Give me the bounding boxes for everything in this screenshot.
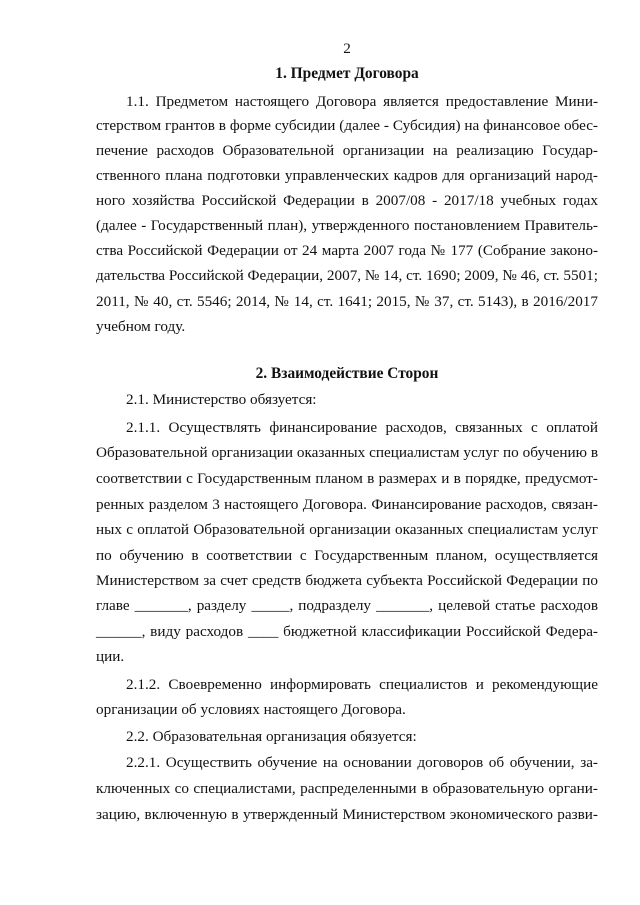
paragraph-line: по обучению в соответствии с Государственным планом, осуществляется [96, 547, 598, 564]
paragraph-line: ного хозяйства Российской Федерации в 2007/08 - 2017/18 учебных годах [96, 192, 598, 209]
section-1-title: 1. Предмет Договора [275, 65, 419, 82]
paragraph-line: ции. [96, 648, 125, 665]
paragraph-line: 2.2. Образовательная организация обязуется: [126, 728, 417, 745]
paragraph-line: ных с оплатой Образовательной организации оказанных специалистам услуг [96, 521, 598, 538]
paragraph-line: учебном году. [96, 318, 186, 335]
paragraph-line: организации об условиях настоящего Договора. [96, 701, 406, 718]
paragraph-line: 2.1.2. Своевременно информировать специалистов и рекомендующие [126, 676, 598, 693]
paragraph-line: печение расходов Образовательной организации на реализацию Государ- [96, 142, 598, 159]
paragraph-line: ства Российской Федерации от 24 марта 2007 года № 177 (Собрание законо- [96, 242, 598, 259]
paragraph-line: 1.1. Предметом настоящего Договора является предоставление Мини- [126, 93, 598, 110]
paragraph-line: зацию, включенную в утвержденный Министерством экономического разви- [96, 806, 598, 823]
section-2-title: 2. Взаимодействие Сторон [255, 365, 439, 382]
page-number: 2 [343, 40, 351, 57]
paragraph-line: ственного плана подготовки управленческих кадров для организаций народ- [96, 167, 598, 184]
paragraph-line: ключенных со специалистами, распределенными в образовательную органи- [96, 780, 598, 797]
paragraph-line: дательства Российской Федерации, 2007, № 14, ст. 1690; 2009, № 46, ст. 5501; [96, 267, 598, 284]
paragraph-line: соответствии с Государственным планом в размерах и в порядке, предусмот- [96, 470, 598, 487]
paragraph-line: 2.2.1. Осуществить обучение на основании договоров об обучении, за- [126, 754, 598, 771]
paragraph-line: Образовательной организации оказанных специалистам услуг по обучению в [96, 444, 598, 461]
paragraph-line: (далее - Государственный план), утвержденного постановлением Правитель- [96, 217, 598, 234]
paragraph-line: ______, виду расходов ____ бюджетной классификации Российской Федера- [96, 623, 598, 640]
paragraph-line: Министерством за счет средств бюджета субъекта Российской Федерации по [96, 572, 598, 589]
paragraph-line: стерством грантов в форме субсидии (далее - Субсидия) на финансовое обес- [96, 117, 598, 134]
paragraph-line: 2.1. Министерство обязуется: [126, 391, 317, 408]
paragraph-line: 2.1.1. Осуществлять финансирование расходов, связанных с оплатой [126, 419, 598, 436]
paragraph-line: главе _______, разделу _____, подразделу _______, целевой статье расходов [96, 597, 598, 614]
paragraph-line: ренных разделом 3 настоящего Договора. Финансирование расходов, связан- [96, 496, 598, 513]
paragraph-line: 2011, № 40, ст. 5546; 2014, № 14, ст. 1641; 2015, № 37, ст. 5143), в 2016/2017 [96, 293, 598, 310]
